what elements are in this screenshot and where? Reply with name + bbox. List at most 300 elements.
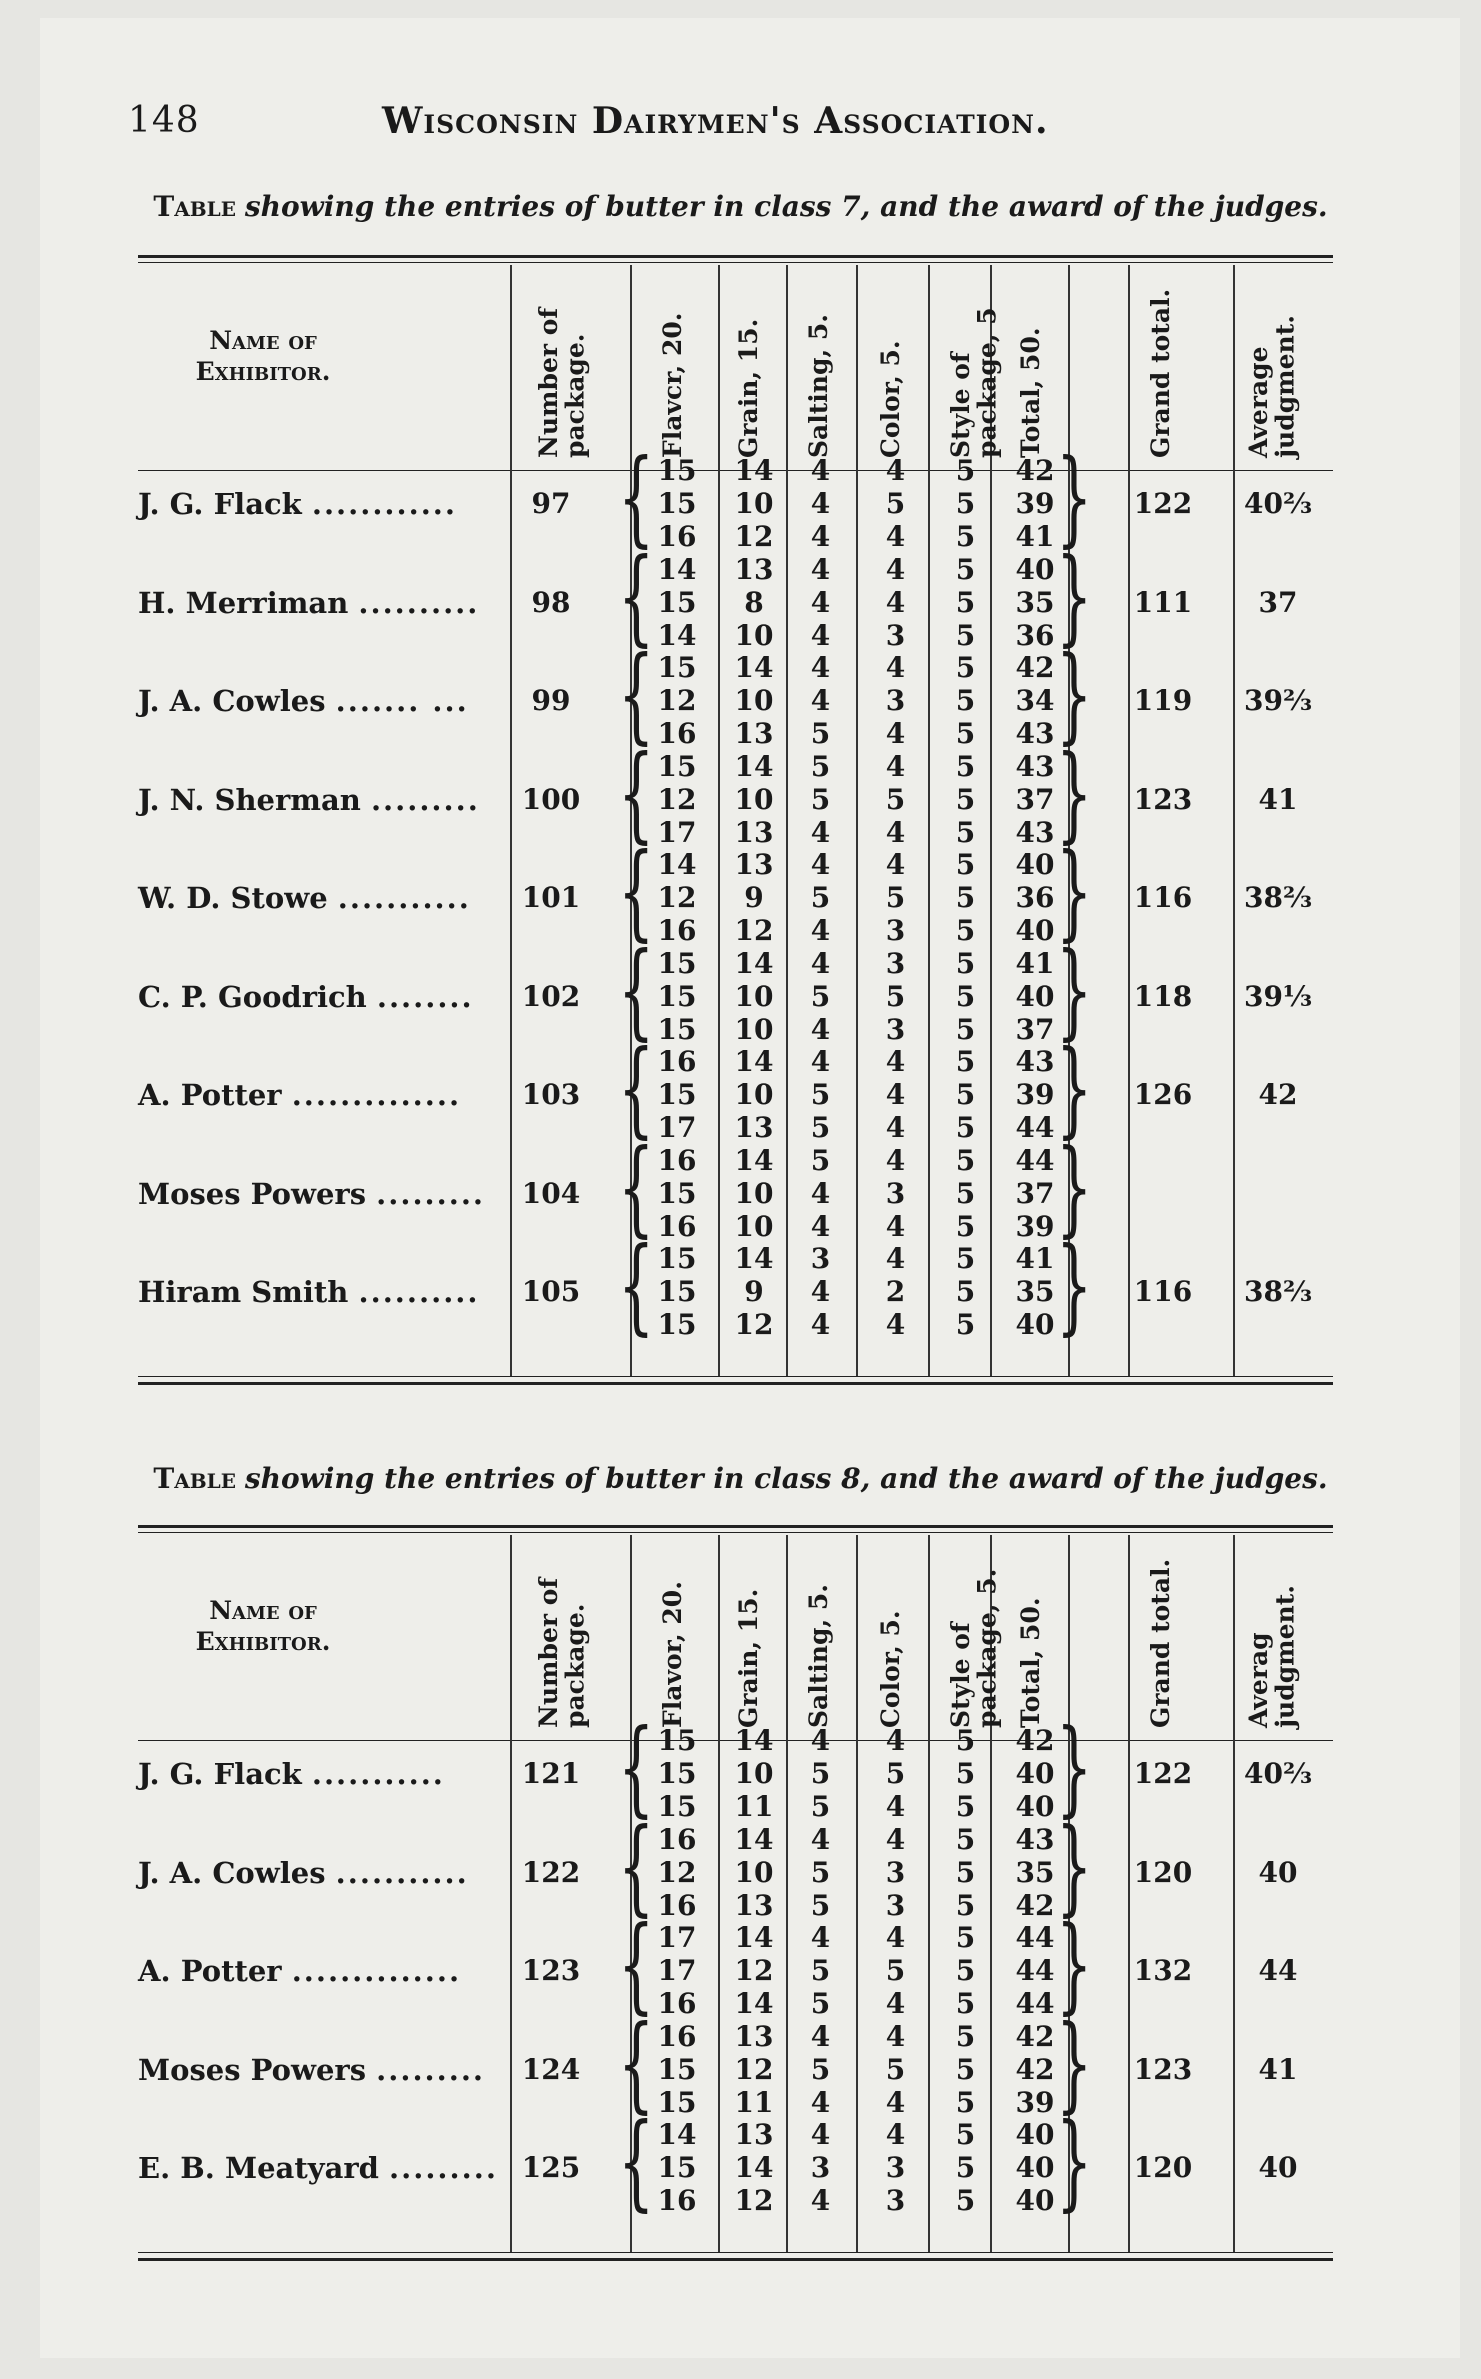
exhibitor-name-text: J. G. Flack — [138, 487, 302, 521]
header-name-of-exhibitor: Name of Exhibitor. — [195, 326, 331, 387]
grain-score: 10 — [734, 1757, 774, 1790]
right-brace: } — [1056, 1706, 1093, 1828]
flavor-score: 14 — [657, 848, 697, 881]
left-brace: { — [618, 928, 655, 1051]
flavor-score: 16 — [657, 1209, 697, 1243]
style-score: 5 — [955, 1790, 976, 1823]
grain-score: 10 — [734, 1209, 774, 1243]
left-brace: { — [618, 1224, 655, 1346]
grain-score: 14 — [734, 1242, 774, 1275]
color-score: 3 — [885, 1176, 906, 1210]
exhibitor-name-text: A. Potter — [138, 1954, 282, 1988]
average-judgment: 42 — [1258, 1078, 1298, 1111]
color-score: 5 — [885, 782, 906, 816]
flavor-score: 15 — [657, 2085, 697, 2119]
exhibitor-name-text: W. D. Stowe — [138, 881, 328, 915]
style-score: 5 — [955, 1111, 976, 1144]
grand-total: 122 — [1133, 487, 1193, 520]
bottom-rule — [138, 2258, 1333, 2261]
bottom-rule — [138, 1382, 1333, 1385]
total-score: 41 — [1015, 946, 1055, 980]
color-score: 4 — [885, 848, 906, 881]
flavor-score: 14 — [657, 618, 697, 652]
grain-score: 12 — [734, 914, 774, 947]
total-score: 40 — [1015, 914, 1055, 947]
package-number: 123 — [521, 1954, 581, 1987]
grain-score: 14 — [734, 749, 774, 783]
column-divider — [1233, 265, 1235, 1376]
grand-total: 120 — [1133, 2151, 1193, 2184]
flavor-score: 16 — [657, 1888, 697, 1922]
total-score: 44 — [1015, 1111, 1055, 1144]
style-score: 5 — [955, 946, 976, 980]
total-score: 40 — [1015, 979, 1055, 1013]
exhibitor-name — [138, 1757, 445, 1791]
package-number: 125 — [521, 2151, 581, 2184]
total-score: 37 — [1015, 1012, 1055, 1046]
salting-score: 5 — [810, 749, 831, 783]
average-judgment: 41 — [1258, 782, 1298, 816]
grain-score: 14 — [734, 651, 774, 684]
left-brace: { — [618, 436, 655, 558]
average-judgment: 40 — [1258, 2151, 1298, 2184]
flavor-score: 16 — [657, 1045, 697, 1078]
left-brace: { — [618, 731, 655, 854]
color-score: 3 — [885, 618, 906, 652]
salting-score: 4 — [810, 2118, 831, 2151]
style-score: 5 — [955, 1855, 976, 1889]
header-grain: Grain, 15. — [734, 318, 763, 458]
salting-score: 5 — [810, 1078, 831, 1111]
salting-score: 5 — [810, 881, 831, 914]
left-brace: { — [618, 2001, 655, 2124]
total-score: 39 — [1015, 1078, 1055, 1111]
style-score: 5 — [955, 2085, 976, 2119]
header-number: Number of package. — [534, 1577, 590, 1728]
grand-total: 126 — [1133, 1078, 1193, 1111]
color-score: 3 — [885, 2184, 906, 2217]
flavor-score: 12 — [657, 782, 697, 816]
page-number: 148 — [128, 100, 200, 141]
exhibitor-name — [138, 783, 480, 817]
total-score: 43 — [1015, 1045, 1055, 1078]
exhibitor-name — [138, 980, 474, 1014]
style-score: 5 — [955, 1954, 976, 1987]
grain-score: 13 — [734, 2019, 774, 2053]
leader-dots: ........... — [335, 1855, 469, 1890]
leader-dots: ......... — [389, 2151, 498, 2185]
grand-total: 118 — [1133, 979, 1193, 1013]
exhibitor-name-text: J. G. Flack — [138, 1757, 302, 1791]
style-score: 5 — [955, 651, 976, 684]
total-score: 42 — [1015, 651, 1055, 684]
salting-score: 5 — [810, 1987, 831, 2020]
grain-score: 12 — [734, 1308, 774, 1341]
style-score: 5 — [955, 1921, 976, 1954]
salting-score: 3 — [810, 1242, 831, 1275]
style-score: 5 — [955, 1078, 976, 1111]
salting-score: 4 — [810, 1012, 831, 1046]
style-score: 5 — [955, 1045, 976, 1078]
flavor-score: 15 — [657, 749, 697, 783]
style-score: 5 — [955, 815, 976, 849]
style-score: 5 — [955, 1275, 976, 1308]
style-score: 5 — [955, 552, 976, 586]
color-score: 3 — [885, 946, 906, 980]
color-score: 4 — [885, 2118, 906, 2151]
running-title: Wisconsin Dairymen's Association. — [382, 100, 1049, 142]
total-score: 35 — [1015, 1275, 1055, 1308]
grain-score: 13 — [734, 717, 774, 750]
flavor-score: 15 — [657, 1724, 697, 1757]
exhibitor-name-text: H. Merriman — [138, 585, 349, 620]
leader-dots: ........... — [337, 881, 471, 915]
total-score: 40 — [1015, 1308, 1055, 1341]
flavor-score: 15 — [657, 1308, 697, 1341]
color-score: 4 — [885, 1790, 906, 1823]
grand-total: 123 — [1133, 782, 1193, 816]
header-style: Style of package, 5 — [946, 307, 1002, 458]
grain-score: 10 — [734, 979, 774, 1013]
color-score: 3 — [885, 684, 906, 717]
style-score: 5 — [955, 782, 976, 816]
salting-score: 4 — [810, 618, 831, 652]
flavor-score: 15 — [657, 2052, 697, 2086]
column-divider — [718, 265, 720, 1376]
header-total: Total, 50. — [1016, 1597, 1045, 1728]
salting-score: 4 — [810, 552, 831, 586]
color-score: 4 — [885, 815, 906, 849]
salting-score: 4 — [810, 454, 831, 487]
flavor-score: 15 — [657, 1790, 697, 1823]
column-divider — [1128, 265, 1130, 1376]
flavor-score: 14 — [657, 552, 697, 586]
package-number: 122 — [521, 1855, 581, 1889]
style-score: 5 — [955, 1012, 976, 1046]
header-salting: Salting, 5. — [804, 314, 833, 458]
salting-score: 4 — [810, 1822, 831, 1856]
salting-score: 5 — [810, 1790, 831, 1823]
grain-score: 9 — [744, 881, 764, 914]
total-score: 37 — [1015, 1176, 1055, 1210]
style-score: 5 — [955, 914, 976, 947]
grain-score: 14 — [734, 1045, 774, 1078]
table-caption — [0, 190, 1481, 223]
leader-dots: ........... — [311, 1757, 445, 1791]
grain-score: 11 — [734, 2085, 774, 2119]
flavor-score: 12 — [657, 684, 697, 717]
column-divider — [928, 1535, 930, 2252]
caption-text: showing the entries of butter in class 7, and the award of the judges. — [244, 190, 1328, 223]
exhibitor-name-text: A. Potter — [138, 1078, 282, 1112]
package-number: 103 — [521, 1078, 581, 1111]
color-score: 4 — [885, 651, 906, 684]
total-score: 42 — [1015, 2019, 1055, 2053]
color-score: 5 — [885, 881, 906, 914]
grand-total: 116 — [1133, 1275, 1193, 1308]
leader-dots: .............. — [291, 1078, 462, 1112]
package-number: 124 — [521, 2052, 581, 2086]
right-brace: } — [1056, 436, 1093, 558]
column-divider — [510, 1535, 512, 2252]
salting-score: 5 — [810, 1888, 831, 1922]
style-score: 5 — [955, 1888, 976, 1922]
header-grand: Grand total. — [1146, 288, 1175, 458]
average-judgment: 41 — [1258, 2052, 1298, 2086]
top-rule-thin — [138, 1532, 1333, 1533]
total-score: 35 — [1015, 1855, 1055, 1889]
total-score: 40 — [1015, 1757, 1055, 1790]
style-score: 5 — [955, 1308, 976, 1341]
style-score: 5 — [955, 717, 976, 750]
package-number: 100 — [521, 782, 581, 816]
style-score: 5 — [955, 618, 976, 652]
color-score: 5 — [885, 1757, 906, 1790]
grain-score: 14 — [734, 1724, 774, 1757]
exhibitor-name — [138, 1954, 461, 1988]
style-score: 5 — [955, 979, 976, 1013]
leader-dots: .......... — [358, 1275, 480, 1309]
average-judgment: 40 — [1258, 1855, 1298, 1889]
top-rule — [138, 1525, 1333, 1528]
color-score: 4 — [885, 552, 906, 586]
style-score: 5 — [955, 520, 976, 553]
right-brace: } — [1056, 1804, 1093, 1927]
column-divider — [1233, 1535, 1235, 2252]
style-score: 5 — [955, 2052, 976, 2086]
top-rule — [138, 255, 1333, 258]
right-brace: } — [1056, 1125, 1093, 1248]
exhibitor-name-text: Hiram Smith — [138, 1275, 349, 1309]
flavor-score: 17 — [657, 1954, 697, 1987]
package-number: 121 — [521, 1757, 581, 1790]
grain-score: 10 — [734, 618, 774, 652]
package-number: 104 — [521, 1176, 581, 1210]
exhibitor-name-text: J. N. Sherman — [138, 782, 361, 817]
style-score: 5 — [955, 1724, 976, 1757]
leader-dots: .............. — [291, 1954, 462, 1988]
grand-total: 116 — [1133, 881, 1193, 914]
style-score: 5 — [955, 1822, 976, 1856]
color-score: 4 — [885, 1078, 906, 1111]
total-score: 43 — [1015, 1822, 1055, 1856]
average-judgment: 40⅔ — [1244, 487, 1312, 520]
exhibitor-name-text: J. A. Cowles — [138, 1855, 326, 1890]
right-brace: } — [1056, 633, 1093, 755]
salting-score: 4 — [810, 2085, 831, 2119]
exhibitor-name-text: E. B. Meatyard — [138, 2151, 379, 2185]
grain-score: 10 — [734, 684, 774, 717]
grain-score: 13 — [734, 552, 774, 586]
top-rule-thin — [138, 262, 1333, 263]
style-score: 5 — [955, 848, 976, 881]
style-score: 5 — [955, 1757, 976, 1790]
grain-score: 13 — [734, 848, 774, 881]
color-score: 4 — [885, 520, 906, 553]
right-brace: } — [1056, 928, 1093, 1051]
salting-score: 4 — [810, 2019, 831, 2053]
exhibitor-name — [138, 1078, 461, 1112]
color-score: 4 — [885, 717, 906, 750]
color-score: 3 — [885, 1855, 906, 1889]
color-score: 4 — [885, 1724, 906, 1757]
header-color: Color, 5. — [876, 340, 905, 458]
right-brace: } — [1056, 731, 1093, 854]
caption-lead: Table — [153, 1462, 236, 1495]
right-brace: } — [1056, 1224, 1093, 1346]
salting-score: 3 — [810, 2151, 831, 2184]
total-score: 40 — [1015, 1790, 1055, 1823]
package-number: 102 — [521, 979, 581, 1013]
total-score: 42 — [1015, 2052, 1055, 2086]
salting-score: 5 — [810, 717, 831, 750]
grain-score: 8 — [744, 585, 764, 619]
color-score: 4 — [885, 2019, 906, 2053]
flavor-score: 15 — [657, 979, 697, 1013]
right-brace: } — [1056, 1027, 1093, 1149]
exhibitor-name-text: Moses Powers — [138, 1176, 367, 1211]
flavor-score: 16 — [657, 1822, 697, 1856]
total-score: 35 — [1015, 585, 1055, 619]
salting-score: 4 — [810, 1176, 831, 1210]
color-score: 4 — [885, 1111, 906, 1144]
grain-score: 12 — [734, 1954, 774, 1987]
style-score: 5 — [955, 2151, 976, 2184]
package-number: 97 — [531, 487, 571, 520]
left-brace: { — [618, 1027, 655, 1149]
style-score: 5 — [955, 1176, 976, 1210]
left-brace: { — [618, 1903, 655, 2025]
exhibitor-name — [138, 2151, 498, 2185]
flavor-score: 14 — [657, 2118, 697, 2151]
grain-score: 10 — [734, 1078, 774, 1111]
exhibitor-name — [138, 1177, 485, 1211]
flavor-score: 15 — [657, 946, 697, 980]
salting-score: 4 — [810, 914, 831, 947]
salting-score: 4 — [810, 684, 831, 717]
grain-score: 11 — [734, 1790, 774, 1823]
grain-score: 12 — [734, 2184, 774, 2217]
total-score: 41 — [1015, 520, 1055, 553]
header-style: Style of package, 5. — [946, 1568, 1002, 1728]
grain-score: 10 — [734, 782, 774, 816]
total-score: 40 — [1015, 552, 1055, 586]
column-divider — [1128, 1535, 1130, 2252]
flavor-score: 16 — [657, 1987, 697, 2020]
header-flavor: Flavor, 20. — [658, 1581, 687, 1728]
leader-dots: ......... — [370, 782, 480, 817]
table-body — [138, 1525, 1333, 2262]
grand-total: 123 — [1133, 2052, 1193, 2086]
average-judgment: 39⅔ — [1244, 684, 1312, 717]
bottom-rule-thin — [138, 2252, 1333, 2253]
average-judgment: 39⅓ — [1244, 979, 1312, 1013]
grand-total: 120 — [1133, 1855, 1193, 1889]
column-divider — [856, 1535, 858, 2252]
total-score: 40 — [1015, 2184, 1055, 2217]
column-divider — [510, 265, 512, 1376]
flavor-score: 17 — [657, 1111, 697, 1144]
color-score: 4 — [885, 749, 906, 783]
package-number: 105 — [521, 1275, 581, 1308]
total-score: 44 — [1015, 1954, 1055, 1987]
color-score: 5 — [885, 2052, 906, 2086]
column-divider — [928, 265, 930, 1376]
color-score: 4 — [885, 1045, 906, 1078]
average-judgment: 37 — [1258, 585, 1298, 619]
grand-total: 132 — [1133, 1954, 1193, 1987]
flavor-score: 15 — [657, 1078, 697, 1111]
header-total: Total, 50. — [1016, 327, 1045, 458]
grain-score: 14 — [734, 946, 774, 980]
grain-score: 13 — [734, 1888, 774, 1922]
salting-score: 4 — [810, 585, 831, 619]
package-number: 98 — [531, 585, 571, 619]
exhibitor-name — [138, 487, 457, 521]
style-score: 5 — [955, 1242, 976, 1275]
salting-score: 4 — [810, 2184, 831, 2217]
grain-score: 13 — [734, 815, 774, 849]
total-score: 39 — [1015, 487, 1055, 520]
total-score: 44 — [1015, 1987, 1055, 2020]
leader-dots: ......... — [376, 2052, 486, 2087]
total-score: 42 — [1015, 454, 1055, 487]
flavor-score: 15 — [657, 1242, 697, 1275]
salting-score: 5 — [810, 1111, 831, 1144]
grain-score: 10 — [734, 1012, 774, 1046]
flavor-score: 15 — [657, 2151, 697, 2184]
left-brace: { — [618, 830, 655, 952]
style-score: 5 — [955, 749, 976, 783]
grain-score: 14 — [734, 1143, 774, 1177]
color-score: 3 — [885, 1888, 906, 1922]
column-divider — [786, 265, 788, 1376]
exhibitor-name-text: Moses Powers — [138, 2052, 367, 2087]
color-score: 2 — [885, 1275, 906, 1308]
salting-score: 5 — [810, 1757, 831, 1790]
total-score: 42 — [1015, 1888, 1055, 1922]
header-grand: Grand total. — [1146, 1558, 1175, 1728]
total-score: 40 — [1015, 2151, 1055, 2184]
style-score: 5 — [955, 2118, 976, 2151]
color-score: 4 — [885, 1308, 906, 1341]
exhibitor-name — [138, 2053, 485, 2087]
total-score: 40 — [1015, 2118, 1055, 2151]
exhibitor-name — [138, 881, 471, 915]
grain-score: 10 — [734, 487, 774, 520]
style-score: 5 — [955, 585, 976, 619]
salting-score: 4 — [810, 1209, 831, 1243]
right-brace: } — [1056, 1903, 1093, 2025]
header-flavor: Flavcr, 20. — [658, 312, 687, 458]
style-score: 5 — [955, 2184, 976, 2217]
exhibitor-name — [138, 586, 479, 620]
flavor-score: 16 — [657, 1143, 697, 1177]
salting-score: 4 — [810, 815, 831, 849]
total-score: 43 — [1015, 749, 1055, 783]
grain-score: 13 — [734, 1111, 774, 1144]
total-score: 44 — [1015, 1921, 1055, 1954]
header-salting: Salting, 5. — [804, 1584, 833, 1728]
exhibitor-name-text: C. P. Goodrich — [138, 979, 367, 1014]
caption-text: showing the entries of butter in class 8, and the award of the judges. — [244, 1462, 1328, 1495]
salting-score: 4 — [810, 487, 831, 520]
exhibitor-name — [138, 1275, 479, 1309]
total-score: 42 — [1015, 1724, 1055, 1757]
flavor-score: 15 — [657, 651, 697, 684]
left-brace: { — [618, 633, 655, 755]
flavor-score: 16 — [657, 914, 697, 947]
